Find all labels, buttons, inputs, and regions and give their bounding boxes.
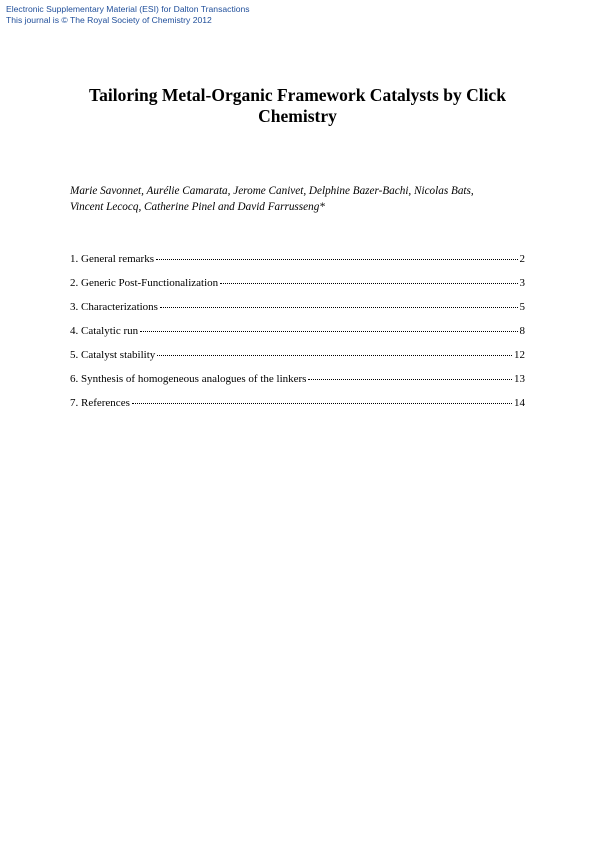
- toc-entry-page: 5: [519, 301, 525, 313]
- toc-entry: [70, 344, 525, 368]
- esi-header-line-2: This journal is © The Royal Society of Chemistry 2012: [6, 14, 212, 25]
- toc-entry-page: 2: [519, 253, 525, 265]
- toc-entry: [70, 296, 525, 320]
- document-title: Tailoring Metal-Organic Framework Catalysts by Click Chemistry: [89, 85, 506, 126]
- toc-entry-page: 14: [514, 397, 525, 409]
- toc-entry-page: 3: [519, 277, 525, 289]
- toc-entry-label: 1. General remarks: [70, 253, 154, 265]
- toc-entry-page: 12: [514, 349, 525, 361]
- toc-leader-dots: [220, 270, 517, 284]
- toc-entry: [70, 368, 525, 392]
- toc-entry-label: 2. Generic Post-Functionalization: [70, 277, 219, 289]
- toc-entry: [70, 392, 525, 416]
- toc-leader-dots: [157, 342, 512, 356]
- toc-entry-label: 4. Catalytic run: [70, 325, 139, 337]
- esi-header-line-1: Electronic Supplementary Material (ESI) for Dalton Transactions: [6, 4, 250, 14]
- toc-leader-dots: [160, 294, 518, 308]
- toc-entry: [70, 272, 525, 296]
- author-line-2: Vincent Lecocq, Catherine Pinel and David Farrusseng*: [70, 200, 325, 213]
- toc-leader-dots: [156, 246, 518, 260]
- table-of-contents: [70, 248, 525, 416]
- toc-leader-dots: [140, 318, 517, 332]
- toc-entry: [70, 248, 525, 272]
- toc-entry: [70, 320, 525, 344]
- toc-entry-label: 3. Characterizations: [70, 301, 158, 313]
- toc-leader-dots: [132, 390, 512, 404]
- author-list: [70, 184, 530, 215]
- toc-leader-dots: [308, 366, 512, 380]
- toc-entry-page: 13: [514, 373, 525, 385]
- author-line-1: Marie Savonnet, Aurélie Camarata, Jerome Canivet, Delphine Bazer-Bachi, Nicolas Bats,: [70, 185, 474, 197]
- toc-entry-page: 8: [519, 325, 525, 337]
- toc-entry-label: 5. Catalyst stability: [70, 349, 156, 361]
- esi-header: [6, 4, 250, 25]
- toc-entry-label: 7. References: [70, 397, 130, 409]
- toc-entry-label: 6. Synthesis of homogeneous analogues of the linkers: [70, 373, 307, 385]
